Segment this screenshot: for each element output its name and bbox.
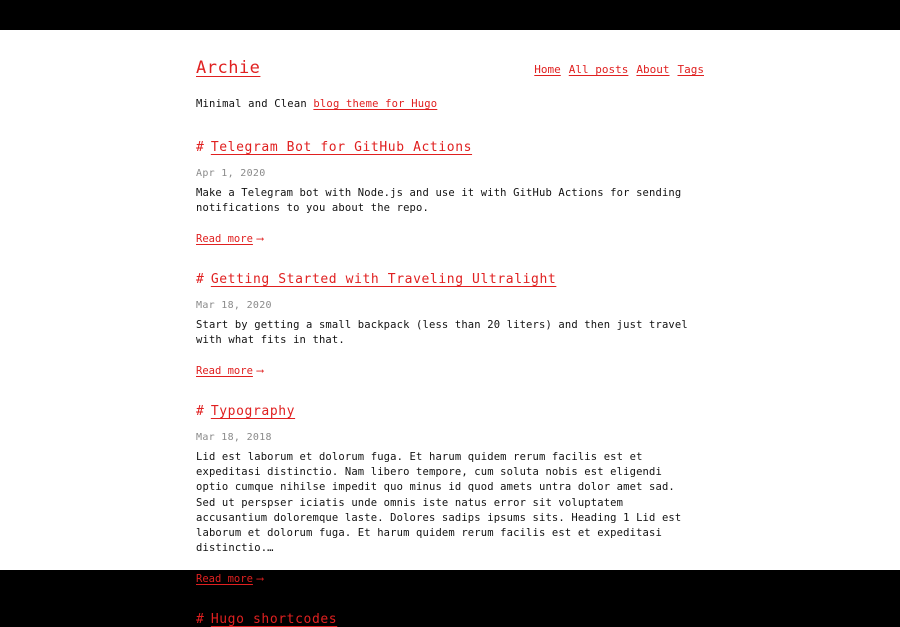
post-item	[196, 272, 704, 378]
post-summary: Start by getting a small backpack (less than 20 liters) and then just travel with what fits in that.	[196, 318, 688, 347]
post-title-row	[196, 612, 704, 627]
post-date: Apr 1, 2020	[196, 168, 266, 179]
hash-icon: #	[196, 140, 204, 155]
nav-item-tags[interactable]: Tags	[677, 63, 704, 76]
post-title-row	[196, 404, 704, 419]
post-title-link[interactable]: Typography	[210, 403, 296, 419]
nav-item-about[interactable]: About	[636, 63, 670, 76]
post-title-row	[196, 272, 704, 287]
post-item	[196, 404, 704, 586]
post-date: Mar 18, 2018	[196, 431, 272, 443]
read-more-link[interactable]	[196, 233, 262, 245]
arrow-right-icon: ⟶	[256, 572, 263, 585]
tagline-link[interactable]: blog theme for Hugo	[313, 98, 438, 110]
post-date: Mar 18, 2020	[196, 299, 272, 311]
nav-item-all-posts[interactable]: All posts	[568, 63, 629, 76]
post-summary: Make a Telegram bot with Node.js and use it with GitHub Actions for sending notifications to you about the repo.	[196, 187, 682, 215]
post-title-link[interactable]: Getting Started with Traveling Ultralight	[210, 271, 557, 287]
site-header	[196, 58, 704, 78]
read-more-label: Read more	[196, 572, 253, 585]
site-title[interactable]: Archie	[196, 58, 261, 78]
site-content	[0, 30, 900, 627]
post-title-link[interactable]: Hugo shortcodes	[210, 611, 338, 627]
read-more-link[interactable]	[196, 365, 262, 377]
main-nav	[534, 63, 704, 76]
arrow-right-icon: ⟶	[256, 232, 263, 245]
read-more-link[interactable]	[196, 573, 262, 585]
hash-icon: #	[196, 271, 204, 287]
post-title-row	[196, 140, 704, 155]
post-title-link[interactable]: Telegram Bot for GitHub Actions	[210, 140, 473, 155]
page-canvas	[0, 30, 900, 627]
nav-item-home[interactable]: Home	[534, 63, 561, 76]
hash-icon: #	[196, 403, 204, 419]
site-tagline	[196, 98, 704, 110]
tagline-text: Minimal and Clean	[196, 98, 314, 110]
read-more-label: Read more	[196, 364, 253, 377]
arrow-right-icon: ⟶	[256, 364, 263, 377]
post-list	[196, 140, 704, 627]
hash-icon: #	[196, 611, 204, 627]
post-item	[196, 612, 704, 627]
post-item	[196, 140, 704, 246]
read-more-label: Read more	[196, 232, 253, 245]
post-summary: Lid est laborum et dolorum fuga. Et harum quidem rerum facilis est et expeditasi distinctio. Nam libero tempore, cum soluta nobis est eligendi optio cumque nihilse impedit quo minus id quod amets untra dolor amet sad. Sed ut perspser iciatis unde omnis iste natus error sit voluptatem accusantium doloremque laste. Dolores sadips ipsums sits. Heading 1 Lid est laborum et dolorum fuga. Et harum quidem rerum facilis est et expeditasi distinctio.…	[196, 450, 682, 555]
